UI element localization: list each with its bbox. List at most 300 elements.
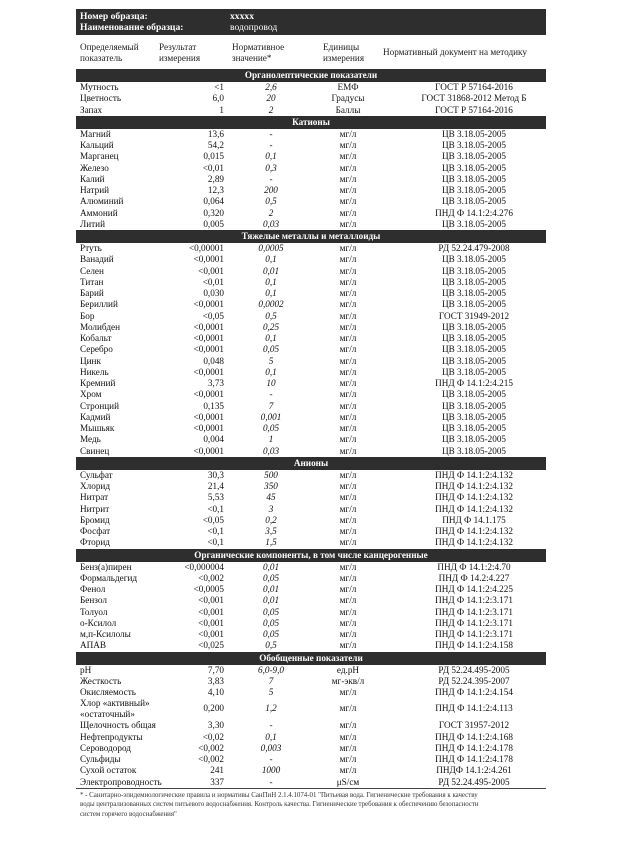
section-header: Анионы [76, 457, 546, 470]
norm-value: 7 [268, 675, 274, 686]
result-value: <0,001 [198, 606, 224, 617]
table-row [76, 492, 546, 503]
norm-value: 350 [264, 481, 278, 491]
method-doc: РД 52.24.479-2008 [438, 243, 510, 253]
param-name: Кобальт [80, 333, 112, 343]
method-doc: ПНД Ф 14.1:2:4.276 [435, 207, 513, 218]
param-name: Цинк [80, 355, 101, 366]
result-value: <0,0001 [193, 389, 224, 400]
method-doc: ГОСТ Р 57164-2016 [435, 104, 513, 115]
norm-value: 1 [268, 434, 274, 445]
table-row [76, 584, 546, 595]
param-name: о-Ксилол [80, 617, 117, 628]
unit: мг/л [339, 366, 357, 377]
method-doc: ЦВ 3.18.05-2005 [441, 344, 507, 355]
param-name: Жесткость [80, 675, 122, 686]
result-value: <0,0001 [193, 254, 224, 265]
method-doc: ПНД Ф 14.1:2:3.171 [435, 617, 513, 628]
unit: мг/л [339, 310, 357, 321]
norm-value: 0,01 [262, 265, 280, 276]
table-row [76, 243, 546, 254]
param-name: Литий [80, 218, 105, 229]
norm-value: 0,01 [262, 584, 280, 594]
unit: мг/л [339, 411, 357, 422]
footnote-line-3: систем горячего водоснабжения" [80, 810, 177, 818]
table-row [76, 515, 546, 526]
unit: мг/л [339, 299, 357, 310]
footnote-line-1: * - Санитарно-эпидемиологические правила и нормативы СанПиН 2.1.4.1074-01 "Питьевая вода. Гигиенические требования к качеству [80, 791, 478, 799]
table-row [76, 151, 546, 162]
unit: мг/л [339, 765, 357, 776]
method-doc: ЦВ 3.18.05-2005 [441, 128, 507, 139]
table-row [76, 311, 546, 322]
param-name: Медь [80, 434, 101, 445]
method-doc: ПНД Ф 14.1:2:4.132 [435, 537, 513, 548]
unit: мг/л [339, 584, 357, 594]
result-value: 3,83 [207, 675, 224, 686]
table-row [76, 754, 546, 765]
norm-value: 0,01 [262, 561, 280, 572]
unit: Баллы [335, 104, 361, 115]
table-row [76, 629, 546, 640]
table-row [76, 412, 546, 423]
result-value: 13,6 [207, 128, 224, 139]
method-doc: ПНД Ф 14.1:2:3.171 [435, 595, 513, 606]
method-doc: ГОСТ 31868-2012 Метод Б [421, 93, 527, 104]
result-value: <0,01 [202, 162, 224, 173]
norm-value: 6,0-9,0 [257, 664, 285, 675]
norm-value: - [269, 140, 273, 150]
analysis-report [76, 9, 546, 819]
table-row [76, 765, 546, 776]
norm-value: 0,0002 [258, 299, 284, 310]
norm-value: 0,1 [265, 276, 277, 287]
table-row [76, 676, 546, 687]
result-value: <0,0001 [193, 423, 224, 433]
method-doc: ПНДФ 14.1:2:4.261 [436, 765, 512, 776]
norm-value: 5 [268, 355, 274, 366]
unit: мг/л [339, 640, 357, 651]
result-value: <0,05 [202, 310, 224, 321]
method-doc: ПНД Ф 14.1:2:3.171 [435, 629, 513, 639]
unit: мг/л [339, 503, 357, 514]
param-name: Запах [80, 104, 103, 115]
param-name: Свинец [80, 445, 110, 456]
result-value: <0,0001 [193, 333, 224, 343]
unit: ед.pH [336, 664, 360, 675]
param-name: Молибден [80, 321, 121, 332]
method-doc: ПНД Ф 14.1:2:4.132 [435, 526, 513, 536]
result-value: <0,1 [207, 537, 224, 548]
norm-value: 0,1 [265, 288, 277, 298]
method-doc: ЦВ 3.18.05-2005 [441, 411, 507, 422]
table-row [76, 344, 546, 355]
table-row [76, 732, 546, 743]
method-doc: ПНД Ф 14.2:4.227 [438, 572, 510, 583]
param-name: Кадмий [80, 411, 111, 422]
table-row [76, 288, 546, 299]
result-value: <0,1 [207, 526, 224, 536]
method-doc: ГОСТ 31949-2012 [438, 310, 510, 321]
method-doc: РД 52.24.495-2005 [438, 776, 510, 787]
result-value: <0,002 [198, 742, 224, 753]
norm-value: 0,03 [262, 445, 280, 456]
param-name: pH [80, 664, 92, 675]
table-row [76, 607, 546, 618]
method-doc: ПНД Ф 14.1:2:4.70 [437, 561, 511, 572]
table-row [76, 266, 546, 277]
unit: ЕМФ [337, 82, 359, 92]
unit: мг/л [339, 355, 357, 366]
table-row [76, 140, 546, 151]
unit: мг/л [339, 731, 357, 742]
norm-value: 200 [264, 185, 278, 195]
result-value: 0,135 [203, 400, 224, 411]
param-name: АПАВ [80, 640, 107, 651]
table-row [76, 423, 546, 434]
unit: мг/л [339, 378, 357, 388]
unit: мг/л [339, 703, 357, 714]
param-name: Марганец [80, 151, 119, 162]
method-doc: ЦВ 3.18.05-2005 [441, 151, 507, 162]
param-name: Калий [80, 173, 105, 184]
result-value: <0,002 [198, 572, 224, 583]
column-header-norm: Нормативное значение* [232, 42, 285, 63]
result-value: 0,005 [203, 218, 224, 229]
table-row [76, 434, 546, 445]
result-value: 0,015 [203, 151, 224, 162]
param-name: Натрий [80, 185, 110, 195]
unit: мг/л [339, 742, 357, 753]
unit: мг/л [339, 254, 357, 265]
report-header [76, 9, 546, 35]
table-row [76, 299, 546, 310]
norm-value: 0,05 [262, 572, 280, 583]
unit: мг/л [339, 720, 357, 731]
unit: мг/л [339, 526, 357, 536]
section-header: Обобщенные показатели [76, 652, 546, 665]
table-row [76, 82, 546, 93]
result-value: 12,3 [207, 185, 224, 195]
param-name: Бериллий [80, 299, 118, 310]
method-doc: ЦВ 3.18.05-2005 [441, 423, 507, 433]
norm-value: - [269, 389, 273, 400]
result-value: <0,0001 [193, 366, 224, 377]
table-row [76, 208, 546, 219]
table-row [76, 378, 546, 389]
norm-value: - [269, 128, 273, 139]
method-doc: ЦВ 3.18.05-2005 [441, 196, 507, 207]
param-name: Хлор «активный» «остаточный» [80, 698, 150, 720]
method-doc: ПНД Ф 14.1:2:4.132 [435, 469, 513, 480]
table-row [76, 219, 546, 230]
param-name: Кремний [80, 378, 116, 388]
norm-value: 500 [264, 469, 278, 480]
norm-value: 0,05 [262, 617, 280, 628]
section-header: Катионы [76, 116, 546, 129]
norm-value: 20 [266, 93, 276, 104]
table-row [76, 93, 546, 104]
result-value: 21,4 [207, 481, 224, 491]
result-value: <0,0001 [193, 321, 224, 332]
unit: мг/л [339, 754, 357, 764]
table-row [76, 105, 546, 116]
param-name: Железо [80, 162, 109, 173]
param-name: Электропроводность [80, 776, 162, 787]
method-doc: ЦВ 3.18.05-2005 [441, 288, 507, 298]
table-row [76, 481, 546, 492]
unit: мг/л [339, 243, 357, 253]
unit: мг/л [339, 162, 357, 173]
table-row [76, 333, 546, 344]
param-name: Ртуть [80, 243, 102, 253]
unit: мг/л [339, 595, 357, 606]
table-row [76, 356, 546, 367]
norm-value: 7 [268, 400, 274, 411]
result-value: 4,10 [207, 687, 224, 697]
result-value: 30,3 [207, 469, 224, 480]
norm-value: 0,1 [265, 254, 277, 265]
sample-name-label: Наименование образца: [80, 22, 184, 33]
method-doc: ЦВ 3.18.05-2005 [441, 254, 507, 265]
norm-value: 0,25 [262, 321, 280, 332]
table-row [76, 470, 546, 481]
method-doc: ЦВ 3.18.05-2005 [441, 185, 507, 195]
table-row [76, 743, 546, 754]
norm-value: 0,03 [262, 218, 280, 229]
param-name: Бензол [80, 595, 107, 606]
method-doc: ЦВ 3.18.05-2005 [441, 299, 507, 310]
param-name: Бенз(а)пирен [80, 561, 132, 572]
unit: мг/л [339, 288, 357, 298]
param-name: Мышьяк [80, 423, 115, 433]
result-value: 54,2 [207, 140, 224, 150]
result-value: <1 [214, 82, 224, 92]
norm-value: 2 [268, 207, 274, 218]
method-doc: ПНД Ф 14.1:2:4.178 [435, 754, 513, 764]
column-header-doc: Нормативный документ на методику [383, 47, 527, 57]
footnote-line-2: воды централизованных систем питьевого водоснабжения. Контроль качества. Гигиенические требования к обеспечению безопасности [80, 801, 479, 809]
param-name: Сероводород [80, 742, 131, 753]
unit: мг/л [339, 218, 357, 229]
result-value: 337 [210, 776, 224, 787]
norm-value: 0,1 [265, 151, 277, 162]
norm-value: 0,05 [262, 606, 280, 617]
result-value: <0,0001 [193, 299, 224, 310]
table-row [76, 698, 546, 720]
sample-number-label: Номер образца: [80, 11, 148, 22]
unit: мг/л [339, 514, 357, 525]
norm-value: 10 [266, 378, 276, 388]
method-doc: ЦВ 3.18.05-2005 [441, 445, 507, 456]
param-name: Формальдегид [80, 572, 138, 583]
method-doc: ЦВ 3.18.05-2005 [441, 366, 507, 377]
norm-value: 1,5 [265, 537, 277, 548]
norm-value: 0,003 [260, 742, 282, 753]
table-row [76, 277, 546, 288]
unit: мг/л [339, 400, 357, 411]
sample-number-value: xxxxx [230, 11, 254, 22]
table-row [76, 389, 546, 400]
result-value: 0,200 [203, 703, 224, 714]
norm-value: 0,3 [265, 162, 277, 173]
unit: мг/л [339, 321, 357, 332]
method-doc: ЦВ 3.18.05-2005 [441, 434, 507, 445]
unit: мг/л [339, 173, 357, 184]
result-value: 1 [219, 104, 224, 115]
table-row [76, 185, 546, 196]
method-doc: ГОСТ Р 57164-2016 [435, 82, 513, 92]
method-doc: ЦВ 3.18.05-2005 [441, 162, 507, 173]
param-name: Алюминий [80, 196, 124, 207]
table-row [76, 537, 546, 548]
method-doc: ЦВ 3.18.05-2005 [441, 333, 507, 343]
table-row [76, 174, 546, 185]
unit: мг/л [339, 151, 357, 162]
norm-value: 0,05 [262, 423, 280, 433]
method-doc: ЦВ 3.18.05-2005 [441, 321, 507, 332]
result-value: 0,030 [203, 288, 224, 298]
unit: мг/л [339, 389, 357, 400]
method-doc: ПНД Ф 14.1:2:4.132 [435, 503, 513, 514]
param-name: Нефтепродукты [80, 731, 143, 742]
unit: мг/л [339, 617, 357, 628]
result-value: 2,89 [207, 173, 224, 184]
unit: мг/л [339, 572, 357, 583]
norm-value: 0,2 [265, 514, 277, 525]
norm-value: 3,5 [265, 526, 277, 536]
result-value: <0,01 [202, 276, 224, 287]
table-row [76, 595, 546, 606]
norm-value: 0,5 [265, 310, 277, 321]
result-value: <0,05 [202, 514, 224, 525]
section-header: Органолептические показатели [76, 69, 546, 82]
section-header: Тяжелые металлы и металлоиды [76, 230, 546, 243]
param-name: Титан [80, 276, 104, 287]
result-value: <0,001 [198, 617, 224, 628]
table-row [76, 504, 546, 515]
table-row [76, 163, 546, 174]
method-doc: ЦВ 3.18.05-2005 [441, 218, 507, 229]
column-header-param: Определяемый показатель [80, 42, 139, 63]
result-value: <0,0005 [193, 584, 224, 594]
method-doc: ПНД Ф 14.1:2:4.132 [435, 492, 513, 503]
column-header-unit: Единицы измерения [323, 42, 365, 63]
param-name: Толуол [80, 606, 108, 617]
result-value: <0,001 [198, 629, 224, 639]
unit: мг/л [339, 265, 357, 276]
table-row [76, 562, 546, 573]
unit: мг/л [339, 469, 357, 480]
param-name: Стронций [80, 400, 119, 411]
param-name: Барий [80, 288, 104, 298]
result-value: <0,001 [198, 265, 224, 276]
param-name: Цветность [80, 93, 122, 104]
param-name: Селен [80, 265, 104, 276]
norm-value: 0,01 [262, 595, 280, 606]
norm-value: 0,001 [260, 411, 282, 422]
param-name: Никель [80, 366, 109, 377]
method-doc: ЦВ 3.18.05-2005 [441, 400, 507, 411]
table-bottom-border [76, 788, 546, 789]
unit: мг/л [339, 196, 357, 207]
norm-value: - [269, 720, 273, 731]
norm-value: 2 [268, 104, 274, 115]
method-doc: ПНД Ф 14.1:2:3.171 [435, 606, 513, 617]
unit: мг-экв/л [331, 675, 365, 686]
footnote [76, 791, 546, 820]
param-name: Ванадий [80, 254, 114, 265]
unit: мг/л [339, 445, 357, 456]
param-name: Хром [80, 389, 102, 400]
result-value: <0,1 [207, 503, 224, 514]
param-name: Серебро [80, 344, 113, 355]
table-row [76, 526, 546, 537]
method-doc: ПНД Ф 14.1:2:4.154 [435, 687, 513, 697]
norm-value: 0,0005 [258, 243, 284, 253]
result-value: 241 [210, 765, 224, 776]
param-name: Фенол [80, 584, 106, 594]
method-doc: ЦВ 3.18.05-2005 [441, 389, 507, 400]
norm-value: 5 [268, 687, 274, 697]
method-doc: ПНД Ф 14.1:2:4.168 [435, 731, 513, 742]
norm-value: 2,6 [265, 82, 277, 92]
table-row [76, 322, 546, 333]
unit: мг/л [339, 344, 357, 355]
table-row [76, 446, 546, 457]
section-header: Органические компоненты, в том числе канцерогенные [76, 549, 546, 562]
norm-value: 0,05 [262, 629, 280, 639]
result-value: <0,00001 [188, 243, 224, 253]
unit: мг/л [339, 276, 357, 287]
param-name: Сульфиды [80, 754, 121, 764]
result-value: 7,70 [207, 664, 224, 675]
result-value: 0,320 [203, 207, 224, 218]
results-table [76, 69, 546, 788]
norm-value: 0,1 [265, 366, 277, 377]
result-value: 3,73 [207, 378, 224, 388]
norm-value: 0,5 [265, 640, 277, 651]
result-value: 3,30 [207, 720, 224, 731]
unit: мг/л [339, 423, 357, 433]
norm-value: 0,1 [265, 731, 277, 742]
table-row [76, 687, 546, 698]
norm-value: 45 [266, 492, 276, 503]
result-value: <0,002 [198, 754, 224, 764]
unit: мг/л [339, 128, 357, 139]
column-headers [76, 35, 546, 69]
param-name: Окисляемость [80, 687, 136, 697]
param-name: Сульфат [80, 469, 113, 480]
param-name: Бор [80, 310, 95, 321]
table-row [76, 665, 546, 676]
sample-name-value: водопровод [230, 22, 278, 33]
unit: мг/л [339, 333, 357, 343]
method-doc: ПНД Ф 14.1:2:4.215 [435, 378, 513, 388]
unit: мг/л [339, 185, 357, 195]
unit: мг/л [339, 207, 357, 218]
result-value: <0,001 [198, 595, 224, 606]
unit: мг/л [339, 687, 357, 697]
unit: μS/см [336, 776, 360, 787]
norm-value: 0,05 [262, 344, 280, 355]
param-name: Аммоний [80, 207, 118, 218]
method-doc: ПНД Ф 14.1:2:4.113 [435, 703, 513, 714]
param-name: Магний [80, 128, 111, 139]
param-name: Фосфат [80, 526, 111, 536]
norm-value: 0,5 [265, 196, 277, 207]
result-value: 6,0 [212, 93, 224, 104]
